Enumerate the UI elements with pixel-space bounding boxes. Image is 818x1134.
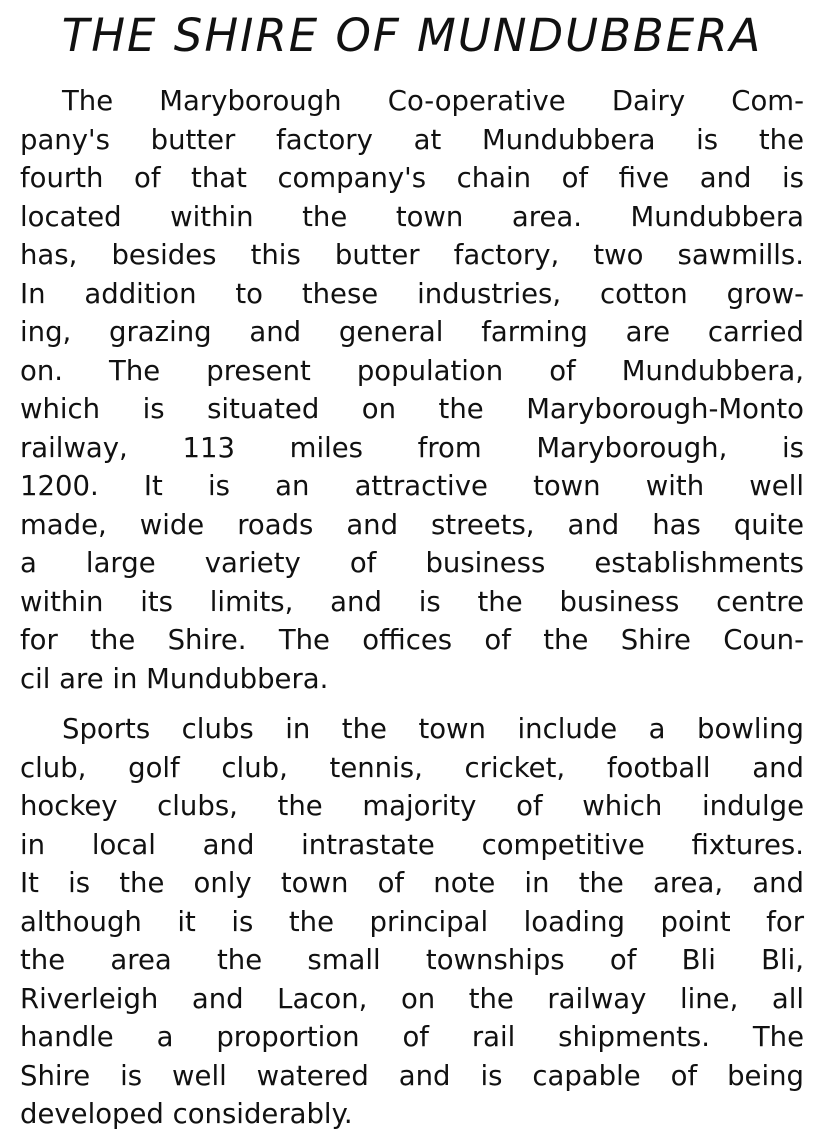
paragraph-line: a large variety of business establishments [20,547,804,579]
paragraph-line: 1200. It is an attractive town with well [20,470,804,502]
paragraph-line: It is the only town of note in the area, and [20,867,804,899]
paragraph-line: The Maryborough Co-operative Dairy Com- [62,85,804,117]
paragraph-factory-and-town [20,82,804,698]
paragraph-line: railway, 113 miles from Maryborough, is [20,431,804,464]
paragraph-line: handle a proportion of rail shipments. The [20,1021,804,1053]
paragraph-line: in local and intrastate competitive fixtures. [20,828,804,861]
paragraph-line: ing, grazing and general farming are carried [20,316,804,348]
paragraph-line: Shire is well watered and is capable of being [20,1059,804,1092]
paragraph-line: pany's butter factory at Mundubbera is the [20,123,804,156]
paragraph-line: cil are in Mundubbera. [20,662,329,695]
article-headline: THE SHIRE OF MUNDUBBERA [61,9,763,62]
paragraph-line: developed considerably. [20,1098,353,1130]
paragraph-line: for the Shire. The offices of the Shire Coun- [20,624,804,656]
paragraph-line: within its limits, and is the business centre [20,585,804,618]
paragraph-line: which is situated on the Maryborough-Monto [20,393,804,425]
paragraph-line: Riverleigh and Lacon, on the railway line, all [20,982,804,1015]
paragraph-line: on. The present population of Mundubbera, [20,354,804,387]
paragraph-line: has, besides this butter factory, two sawmills. [20,239,804,271]
paragraph-line: fourth of that company's chain of five and is [20,162,804,194]
paragraph-line: made, wide roads and streets, and has quite [20,508,804,541]
paragraph-line: hockey clubs, the majority of which indulge [20,790,804,822]
paragraph-sports-and-transport [20,710,804,1134]
paragraph-line: the area the small townships of Bli Bli, [20,944,804,976]
article-body [20,82,804,1134]
paragraph-line: Sports clubs in the town include a bowling [62,713,804,745]
paragraph-line: although it is the principal loading point for [20,905,804,938]
paragraph-line: located within the town area. Mundubbera [20,200,804,233]
paragraph-line: club, golf club, tennis, cricket, football and [20,751,804,784]
paragraph-line: In addition to these industries, cotton grow- [20,277,804,310]
